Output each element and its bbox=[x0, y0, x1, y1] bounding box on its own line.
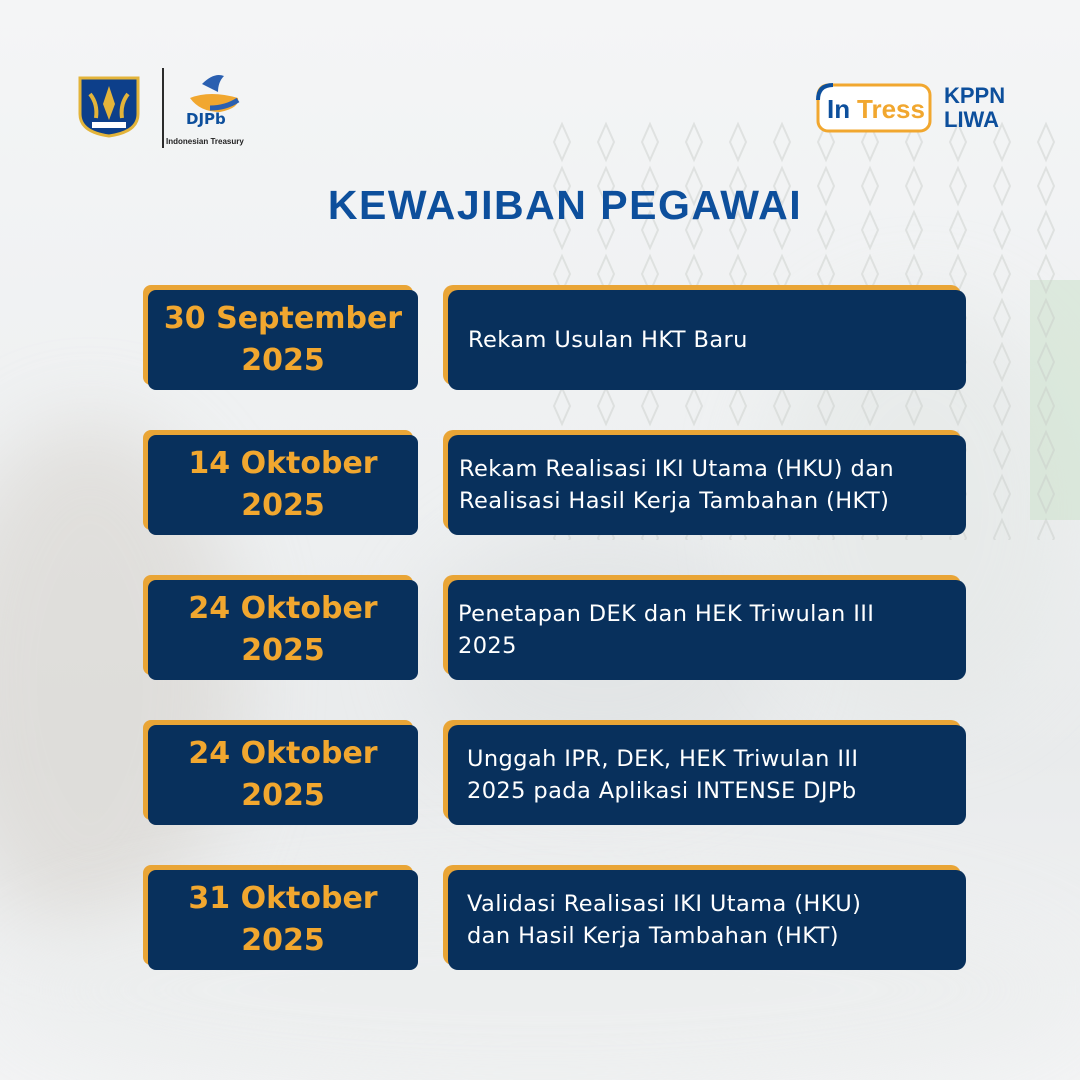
schedule-row bbox=[0, 580, 1080, 690]
date-box bbox=[148, 580, 418, 680]
djpb-name: DJPb bbox=[186, 110, 226, 128]
date-box bbox=[148, 435, 418, 535]
svg-text:In: In bbox=[827, 94, 851, 124]
date-box bbox=[148, 290, 418, 390]
djpb-tagline: Indonesian Treasury bbox=[166, 137, 244, 146]
task-description: Rekam Realisasi IKI Utama (HKU) dan Realisasi Hasil Kerja Tambahan (HKT) bbox=[459, 456, 895, 514]
task-description: Validasi Realisasi IKI Utama (HKU) dan Hasil Kerja Tambahan (HKT) bbox=[467, 891, 862, 949]
task-description: Penetapan DEK dan HEK Triwulan III 2025 bbox=[458, 601, 875, 659]
schedule-row bbox=[0, 290, 1080, 400]
schedule-row bbox=[0, 725, 1080, 835]
logo-divider bbox=[162, 68, 164, 148]
kppn-line-1: KPPN bbox=[944, 83, 1006, 108]
intress-logo-icon bbox=[815, 82, 933, 134]
kemenkeu-emblem-icon bbox=[74, 74, 144, 138]
schedule-row bbox=[0, 435, 1080, 545]
kppn-line-2: LIWA bbox=[944, 107, 999, 132]
date-box bbox=[148, 725, 418, 825]
task-description: Rekam Usulan HKT Baru bbox=[468, 327, 748, 353]
task-box bbox=[448, 580, 966, 680]
task-box bbox=[448, 725, 966, 825]
deadline-date: 14 Oktober 2025 bbox=[188, 446, 378, 523]
schedule-row bbox=[0, 870, 1080, 980]
deadline-date: 24 Oktober 2025 bbox=[188, 736, 378, 813]
deadline-date: 24 Oktober 2025 bbox=[188, 591, 378, 668]
date-box bbox=[148, 870, 418, 970]
task-box bbox=[448, 870, 966, 970]
deadline-date: 30 September 2025 bbox=[163, 301, 403, 378]
task-box bbox=[448, 290, 966, 390]
kppn-label bbox=[944, 84, 1005, 132]
task-box bbox=[448, 435, 966, 535]
page-title: KEWAJIBAN PEGAWAI bbox=[327, 182, 803, 228]
task-description: Unggah IPR, DEK, HEK Triwulan III 2025 pada Aplikasi INTENSE DJPb bbox=[467, 746, 859, 804]
deadline-date: 31 Oktober 2025 bbox=[188, 881, 378, 958]
svg-text:Tress: Tress bbox=[857, 94, 925, 124]
